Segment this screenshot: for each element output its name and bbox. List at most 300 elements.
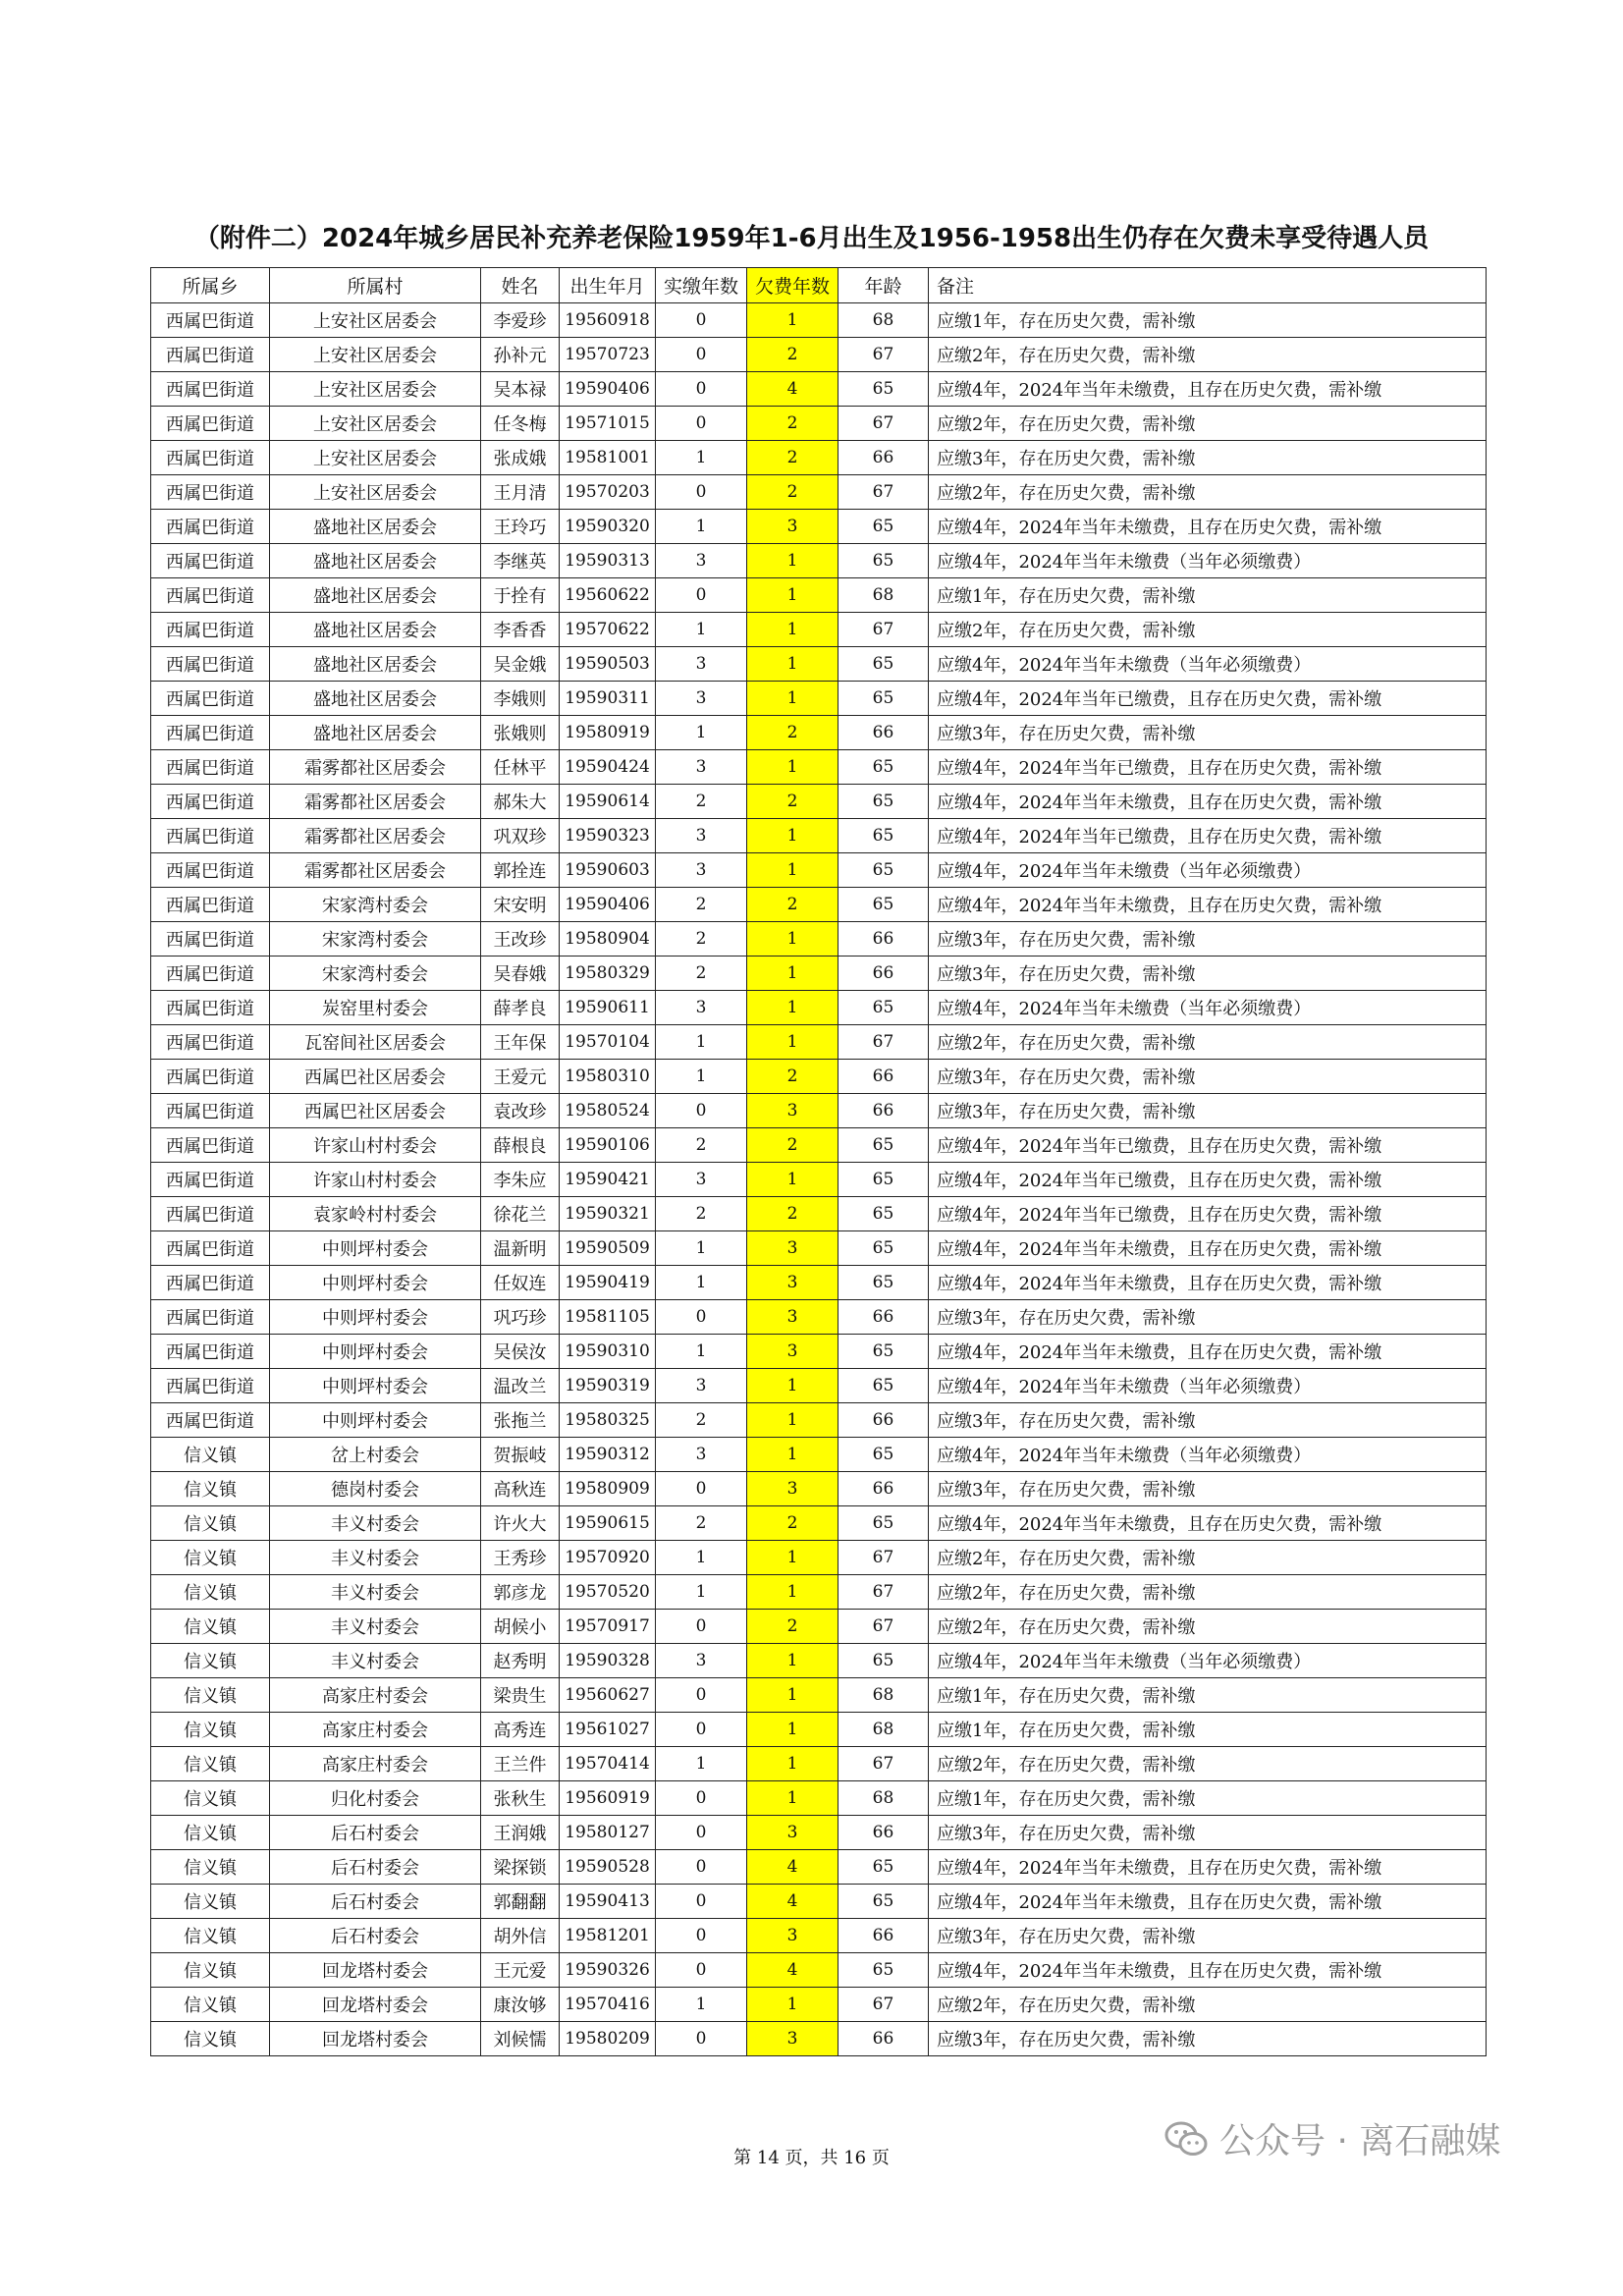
cell-birth: 19570622 <box>560 613 656 647</box>
cell-paid-years: 2 <box>656 922 747 957</box>
cell-township: 信义镇 <box>151 1678 270 1713</box>
cell-age: 66 <box>839 441 929 475</box>
cell-name: 张成娥 <box>481 441 560 475</box>
cell-birth: 19570723 <box>560 338 656 372</box>
cell-owed-years: 1 <box>747 819 839 853</box>
cell-remark: 应缴3年，存在历史欠费，需补缴 <box>929 1919 1487 1953</box>
cell-remark: 应缴4年，2024年当年已缴费，且存在历史欠费，需补缴 <box>929 1197 1487 1231</box>
cell-village: 中则坪村委会 <box>270 1300 481 1335</box>
table-row <box>151 303 1487 338</box>
cell-name: 任林平 <box>481 750 560 785</box>
cell-birth: 19560918 <box>560 303 656 338</box>
cell-paid-years: 0 <box>656 338 747 372</box>
cell-remark: 应缴4年，2024年当年未缴费（当年必须缴费） <box>929 991 1487 1025</box>
cell-township: 西属巴街道 <box>151 1369 270 1403</box>
cell-paid-years: 0 <box>656 475 747 510</box>
cell-name: 李朱应 <box>481 1163 560 1197</box>
cell-village: 后石村委会 <box>270 1919 481 1953</box>
cell-age: 65 <box>839 750 929 785</box>
header-age: 年龄 <box>839 268 929 303</box>
cell-owed-years: 3 <box>747 1266 839 1300</box>
header-village: 所属村 <box>270 268 481 303</box>
cell-paid-years: 0 <box>656 1953 747 1988</box>
cell-village: 上安社区居委会 <box>270 475 481 510</box>
cell-township: 信义镇 <box>151 1953 270 1988</box>
table-body <box>151 303 1487 2056</box>
cell-owed-years: 1 <box>747 1403 839 1438</box>
cell-remark: 应缴1年，存在历史欠费，需补缴 <box>929 1713 1487 1747</box>
cell-paid-years: 1 <box>656 1747 747 1781</box>
page-footer: 第 14 页，共 16 页 <box>733 2148 890 2168</box>
cell-birth: 19581201 <box>560 1919 656 1953</box>
cell-village: 丰义村委会 <box>270 1506 481 1541</box>
cell-township: 西属巴街道 <box>151 957 270 991</box>
table-row <box>151 544 1487 578</box>
cell-age: 67 <box>839 1988 929 2022</box>
cell-village: 中则坪村委会 <box>270 1231 481 1266</box>
cell-birth: 19570917 <box>560 1610 656 1644</box>
cell-township: 信义镇 <box>151 1438 270 1472</box>
cell-age: 66 <box>839 1094 929 1128</box>
cell-township: 信义镇 <box>151 1541 270 1575</box>
cell-township: 西属巴街道 <box>151 613 270 647</box>
cell-birth: 19590509 <box>560 1231 656 1266</box>
table-row <box>151 1850 1487 1885</box>
table-row <box>151 1678 1487 1713</box>
cell-owed-years: 4 <box>747 1953 839 1988</box>
cell-owed-years: 1 <box>747 1644 839 1678</box>
cell-name: 任奴连 <box>481 1266 560 1300</box>
cell-age: 65 <box>839 1644 929 1678</box>
cell-paid-years: 0 <box>656 1300 747 1335</box>
cell-age: 66 <box>839 1300 929 1335</box>
cell-age: 65 <box>839 1231 929 1266</box>
cell-age: 66 <box>839 1403 929 1438</box>
cell-paid-years: 2 <box>656 1403 747 1438</box>
cell-remark: 应缴4年，2024年当年未缴费，且存在历史欠费，需补缴 <box>929 1953 1487 1988</box>
cell-village: 上安社区居委会 <box>270 407 481 441</box>
cell-name: 康汝够 <box>481 1988 560 2022</box>
table-row <box>151 1128 1487 1163</box>
cell-township: 西属巴街道 <box>151 303 270 338</box>
cell-owed-years: 1 <box>747 1781 839 1816</box>
cell-age: 67 <box>839 475 929 510</box>
header-owed-years: 欠费年数 <box>747 268 839 303</box>
cell-paid-years: 0 <box>656 303 747 338</box>
cell-owed-years: 2 <box>747 1506 839 1541</box>
table-row <box>151 1266 1487 1300</box>
table-row <box>151 1781 1487 1816</box>
cell-age: 65 <box>839 1266 929 1300</box>
cell-paid-years: 3 <box>656 682 747 716</box>
cell-village: 后石村委会 <box>270 1816 481 1850</box>
cell-birth: 19590413 <box>560 1885 656 1919</box>
roster-table <box>150 267 1487 2056</box>
cell-village: 西属巴社区居委会 <box>270 1060 481 1094</box>
cell-age: 67 <box>839 1575 929 1610</box>
cell-birth: 19580904 <box>560 922 656 957</box>
cell-remark: 应缴2年，存在历史欠费，需补缴 <box>929 407 1487 441</box>
cell-paid-years: 3 <box>656 1438 747 1472</box>
cell-paid-years: 1 <box>656 613 747 647</box>
table-row <box>151 1610 1487 1644</box>
cell-name: 吴春娥 <box>481 957 560 991</box>
cell-birth: 19590406 <box>560 372 656 407</box>
cell-paid-years: 1 <box>656 1231 747 1266</box>
cell-remark: 应缴1年，存在历史欠费，需补缴 <box>929 1678 1487 1713</box>
cell-paid-years: 1 <box>656 716 747 750</box>
cell-birth: 19570520 <box>560 1575 656 1610</box>
cell-paid-years: 3 <box>656 1163 747 1197</box>
cell-birth: 19590320 <box>560 510 656 544</box>
cell-birth: 19590503 <box>560 647 656 682</box>
cell-owed-years: 1 <box>747 1163 839 1197</box>
cell-township: 信义镇 <box>151 1747 270 1781</box>
cell-owed-years: 1 <box>747 682 839 716</box>
cell-remark: 应缴4年，2024年当年未缴费（当年必须缴费） <box>929 1438 1487 1472</box>
cell-birth: 19590603 <box>560 853 656 888</box>
cell-remark: 应缴4年，2024年当年未缴费，且存在历史欠费，需补缴 <box>929 888 1487 922</box>
cell-age: 68 <box>839 303 929 338</box>
cell-remark: 应缴4年，2024年当年未缴费（当年必须缴费） <box>929 1644 1487 1678</box>
cell-village: 许家山村村委会 <box>270 1128 481 1163</box>
cell-name: 李爱珍 <box>481 303 560 338</box>
cell-owed-years: 1 <box>747 1988 839 2022</box>
cell-birth: 19580524 <box>560 1094 656 1128</box>
cell-township: 西属巴街道 <box>151 407 270 441</box>
cell-township: 西属巴街道 <box>151 475 270 510</box>
table-row <box>151 682 1487 716</box>
cell-age: 67 <box>839 1610 929 1644</box>
cell-owed-years: 3 <box>747 2022 839 2056</box>
cell-paid-years: 0 <box>656 372 747 407</box>
cell-age: 66 <box>839 922 929 957</box>
cell-name: 孙补元 <box>481 338 560 372</box>
cell-birth: 19590611 <box>560 991 656 1025</box>
cell-age: 65 <box>839 1438 929 1472</box>
cell-birth: 19590106 <box>560 1128 656 1163</box>
cell-owed-years: 1 <box>747 1678 839 1713</box>
table-row <box>151 475 1487 510</box>
cell-village: 盛地社区居委会 <box>270 578 481 613</box>
table-row <box>151 1403 1487 1438</box>
header-name: 姓名 <box>481 268 560 303</box>
cell-village: 中则坪村委会 <box>270 1403 481 1438</box>
cell-village: 霜雾都社区居委会 <box>270 853 481 888</box>
cell-township: 信义镇 <box>151 1472 270 1506</box>
table-row <box>151 2022 1487 2056</box>
cell-age: 65 <box>839 888 929 922</box>
cell-owed-years: 1 <box>747 613 839 647</box>
cell-owed-years: 1 <box>747 1575 839 1610</box>
cell-paid-years: 3 <box>656 819 747 853</box>
table-row <box>151 991 1487 1025</box>
cell-age: 68 <box>839 578 929 613</box>
cell-name: 王玲巧 <box>481 510 560 544</box>
table-row <box>151 1231 1487 1266</box>
cell-owed-years: 1 <box>747 1369 839 1403</box>
cell-village: 丰义村委会 <box>270 1644 481 1678</box>
table-row <box>151 1885 1487 1919</box>
cell-birth: 19590313 <box>560 544 656 578</box>
cell-paid-years: 0 <box>656 1713 747 1747</box>
cell-age: 65 <box>839 372 929 407</box>
cell-birth: 19590326 <box>560 1953 656 1988</box>
cell-remark: 应缴3年，存在历史欠费，需补缴 <box>929 1472 1487 1506</box>
cell-birth: 19570920 <box>560 1541 656 1575</box>
cell-remark: 应缴4年，2024年当年已缴费，且存在历史欠费，需补缴 <box>929 682 1487 716</box>
cell-remark: 应缴3年，存在历史欠费，需补缴 <box>929 1060 1487 1094</box>
cell-birth: 19590421 <box>560 1163 656 1197</box>
cell-township: 信义镇 <box>151 1919 270 1953</box>
cell-birth: 19571015 <box>560 407 656 441</box>
cell-age: 65 <box>839 1369 929 1403</box>
cell-village: 丰义村委会 <box>270 1575 481 1610</box>
cell-name: 温新明 <box>481 1231 560 1266</box>
cell-paid-years: 2 <box>656 1128 747 1163</box>
cell-paid-years: 3 <box>656 1369 747 1403</box>
cell-township: 西属巴街道 <box>151 1128 270 1163</box>
cell-remark: 应缴2年，存在历史欠费，需补缴 <box>929 1541 1487 1575</box>
cell-owed-years: 3 <box>747 1472 839 1506</box>
cell-village: 中则坪村委会 <box>270 1335 481 1369</box>
cell-remark: 应缴4年，2024年当年未缴费，且存在历史欠费，需补缴 <box>929 1266 1487 1300</box>
cell-paid-years: 0 <box>656 1781 747 1816</box>
table-row <box>151 1060 1487 1094</box>
cell-age: 65 <box>839 991 929 1025</box>
table-row <box>151 372 1487 407</box>
header-remark: 备注 <box>929 268 1487 303</box>
cell-village: 霜雾都社区居委会 <box>270 819 481 853</box>
cell-name: 王兰件 <box>481 1747 560 1781</box>
table-row <box>151 1335 1487 1369</box>
cell-village: 德岗村委会 <box>270 1472 481 1506</box>
cell-name: 张娥则 <box>481 716 560 750</box>
cell-owed-years: 3 <box>747 510 839 544</box>
cell-name: 薛根良 <box>481 1128 560 1163</box>
table-row <box>151 1369 1487 1403</box>
cell-paid-years: 0 <box>656 1885 747 1919</box>
cell-name: 郭拴连 <box>481 853 560 888</box>
cell-paid-years: 1 <box>656 1575 747 1610</box>
cell-name: 郝朱大 <box>481 785 560 819</box>
cell-remark: 应缴4年，2024年当年未缴费，且存在历史欠费，需补缴 <box>929 1885 1487 1919</box>
cell-village: 袁家岭村村委会 <box>270 1197 481 1231</box>
cell-name: 郭彦龙 <box>481 1575 560 1610</box>
cell-village: 高家庄村委会 <box>270 1747 481 1781</box>
cell-remark: 应缴2年，存在历史欠费，需补缴 <box>929 1988 1487 2022</box>
wechat-icon <box>1163 2115 1210 2162</box>
cell-paid-years: 1 <box>656 441 747 475</box>
cell-paid-years: 1 <box>656 1541 747 1575</box>
cell-birth: 19580329 <box>560 957 656 991</box>
cell-remark: 应缴2年，存在历史欠费，需补缴 <box>929 1747 1487 1781</box>
cell-age: 65 <box>839 1885 929 1919</box>
table-row <box>151 1541 1487 1575</box>
table-row <box>151 1163 1487 1197</box>
cell-remark: 应缴3年，存在历史欠费，需补缴 <box>929 1094 1487 1128</box>
table-row <box>151 613 1487 647</box>
cell-paid-years: 3 <box>656 1644 747 1678</box>
cell-remark: 应缴1年，存在历史欠费，需补缴 <box>929 303 1487 338</box>
cell-paid-years: 3 <box>656 991 747 1025</box>
cell-village: 盛地社区居委会 <box>270 510 481 544</box>
cell-paid-years: 2 <box>656 957 747 991</box>
cell-name: 张秋生 <box>481 1781 560 1816</box>
cell-remark: 应缴2年，存在历史欠费，需补缴 <box>929 475 1487 510</box>
cell-owed-years: 1 <box>747 1713 839 1747</box>
cell-remark: 应缴4年，2024年当年未缴费，且存在历史欠费，需补缴 <box>929 1335 1487 1369</box>
cell-township: 西属巴街道 <box>151 888 270 922</box>
cell-age: 66 <box>839 1472 929 1506</box>
cell-village: 上安社区居委会 <box>270 303 481 338</box>
table-row <box>151 510 1487 544</box>
table-row <box>151 1438 1487 1472</box>
cell-birth: 19570416 <box>560 1988 656 2022</box>
cell-township: 西属巴街道 <box>151 750 270 785</box>
cell-paid-years: 2 <box>656 1506 747 1541</box>
cell-birth: 19570104 <box>560 1025 656 1060</box>
cell-township: 西属巴街道 <box>151 853 270 888</box>
cell-name: 王元爱 <box>481 1953 560 1988</box>
cell-name: 李香香 <box>481 613 560 647</box>
cell-remark: 应缴3年，存在历史欠费，需补缴 <box>929 716 1487 750</box>
cell-village: 丰义村委会 <box>270 1541 481 1575</box>
cell-remark: 应缴4年，2024年当年未缴费（当年必须缴费） <box>929 647 1487 682</box>
cell-remark: 应缴3年，存在历史欠费，需补缴 <box>929 1403 1487 1438</box>
cell-birth: 19560622 <box>560 578 656 613</box>
cell-paid-years: 1 <box>656 1060 747 1094</box>
cell-owed-years: 2 <box>747 441 839 475</box>
cell-remark: 应缴4年，2024年当年未缴费，且存在历史欠费，需补缴 <box>929 785 1487 819</box>
cell-village: 盛地社区居委会 <box>270 716 481 750</box>
cell-village: 宋家湾村委会 <box>270 888 481 922</box>
cell-birth: 19590311 <box>560 682 656 716</box>
cell-village: 瓦窑间社区居委会 <box>270 1025 481 1060</box>
cell-name: 贺振岐 <box>481 1438 560 1472</box>
cell-village: 丰义村委会 <box>270 1610 481 1644</box>
cell-paid-years: 2 <box>656 1197 747 1231</box>
cell-paid-years: 1 <box>656 1988 747 2022</box>
cell-age: 65 <box>839 819 929 853</box>
cell-age: 67 <box>839 1747 929 1781</box>
cell-name: 温改兰 <box>481 1369 560 1403</box>
cell-village: 后石村委会 <box>270 1885 481 1919</box>
cell-birth: 19561027 <box>560 1713 656 1747</box>
cell-name: 王爱元 <box>481 1060 560 1094</box>
cell-paid-years: 1 <box>656 1266 747 1300</box>
cell-remark: 应缴2年，存在历史欠费，需补缴 <box>929 338 1487 372</box>
table-row <box>151 1816 1487 1850</box>
cell-village: 岔上村委会 <box>270 1438 481 1472</box>
cell-age: 66 <box>839 957 929 991</box>
cell-township: 信义镇 <box>151 1575 270 1610</box>
cell-name: 王改珍 <box>481 922 560 957</box>
cell-age: 67 <box>839 1025 929 1060</box>
cell-township: 西属巴街道 <box>151 1025 270 1060</box>
cell-age: 65 <box>839 1163 929 1197</box>
cell-age: 66 <box>839 1816 929 1850</box>
cell-remark: 应缴2年，存在历史欠费，需补缴 <box>929 1025 1487 1060</box>
table-row <box>151 819 1487 853</box>
cell-name: 王润娥 <box>481 1816 560 1850</box>
cell-paid-years: 0 <box>656 1610 747 1644</box>
table-row <box>151 1988 1487 2022</box>
cell-paid-years: 0 <box>656 1678 747 1713</box>
cell-name: 王年保 <box>481 1025 560 1060</box>
cell-birth: 19590319 <box>560 1369 656 1403</box>
cell-owed-years: 2 <box>747 716 839 750</box>
table-row <box>151 1300 1487 1335</box>
cell-remark: 应缴2年，存在历史欠费，需补缴 <box>929 1575 1487 1610</box>
cell-birth: 19590323 <box>560 819 656 853</box>
cell-age: 65 <box>839 510 929 544</box>
cell-owed-years: 1 <box>747 647 839 682</box>
cell-birth: 19570203 <box>560 475 656 510</box>
cell-name: 王月清 <box>481 475 560 510</box>
table-row <box>151 1713 1487 1747</box>
table-row <box>151 1472 1487 1506</box>
cell-age: 66 <box>839 716 929 750</box>
cell-birth: 19580909 <box>560 1472 656 1506</box>
cell-name: 李娥则 <box>481 682 560 716</box>
cell-village: 炭窑里村委会 <box>270 991 481 1025</box>
cell-birth: 19580310 <box>560 1060 656 1094</box>
cell-township: 西属巴街道 <box>151 922 270 957</box>
cell-township: 西属巴街道 <box>151 372 270 407</box>
watermark-text: 公众号 · 离石融媒 <box>1219 2121 1501 2161</box>
cell-township: 信义镇 <box>151 2022 270 2056</box>
cell-remark: 应缴4年，2024年当年未缴费，且存在历史欠费，需补缴 <box>929 1850 1487 1885</box>
cell-township: 西属巴街道 <box>151 1094 270 1128</box>
cell-owed-years: 2 <box>747 785 839 819</box>
cell-name: 胡候小 <box>481 1610 560 1644</box>
table-row <box>151 1506 1487 1541</box>
cell-name: 袁改珍 <box>481 1094 560 1128</box>
cell-owed-years: 1 <box>747 544 839 578</box>
cell-owed-years: 2 <box>747 475 839 510</box>
cell-age: 67 <box>839 338 929 372</box>
cell-remark: 应缴4年，2024年当年未缴费（当年必须缴费） <box>929 544 1487 578</box>
cell-owed-years: 2 <box>747 338 839 372</box>
cell-age: 67 <box>839 613 929 647</box>
cell-paid-years: 0 <box>656 407 747 441</box>
cell-township: 西属巴街道 <box>151 578 270 613</box>
cell-township: 信义镇 <box>151 1816 270 1850</box>
cell-remark: 应缴1年，存在历史欠费，需补缴 <box>929 1781 1487 1816</box>
table-header-row <box>151 268 1487 303</box>
cell-name: 王秀珍 <box>481 1541 560 1575</box>
cell-paid-years: 1 <box>656 1025 747 1060</box>
cell-owed-years: 1 <box>747 922 839 957</box>
cell-village: 高家庄村委会 <box>270 1678 481 1713</box>
cell-birth: 19590614 <box>560 785 656 819</box>
cell-village: 中则坪村委会 <box>270 1266 481 1300</box>
cell-remark: 应缴4年，2024年当年未缴费，且存在历史欠费，需补缴 <box>929 510 1487 544</box>
cell-township: 信义镇 <box>151 1610 270 1644</box>
cell-name: 赵秀明 <box>481 1644 560 1678</box>
cell-owed-years: 2 <box>747 1197 839 1231</box>
cell-owed-years: 1 <box>747 303 839 338</box>
cell-township: 西属巴街道 <box>151 510 270 544</box>
cell-name: 吴侯汝 <box>481 1335 560 1369</box>
cell-owed-years: 3 <box>747 1919 839 1953</box>
cell-remark: 应缴4年，2024年当年未缴费，且存在历史欠费，需补缴 <box>929 1506 1487 1541</box>
cell-age: 68 <box>839 1713 929 1747</box>
table-row <box>151 407 1487 441</box>
cell-owed-years: 2 <box>747 407 839 441</box>
cell-village: 宋家湾村委会 <box>270 957 481 991</box>
